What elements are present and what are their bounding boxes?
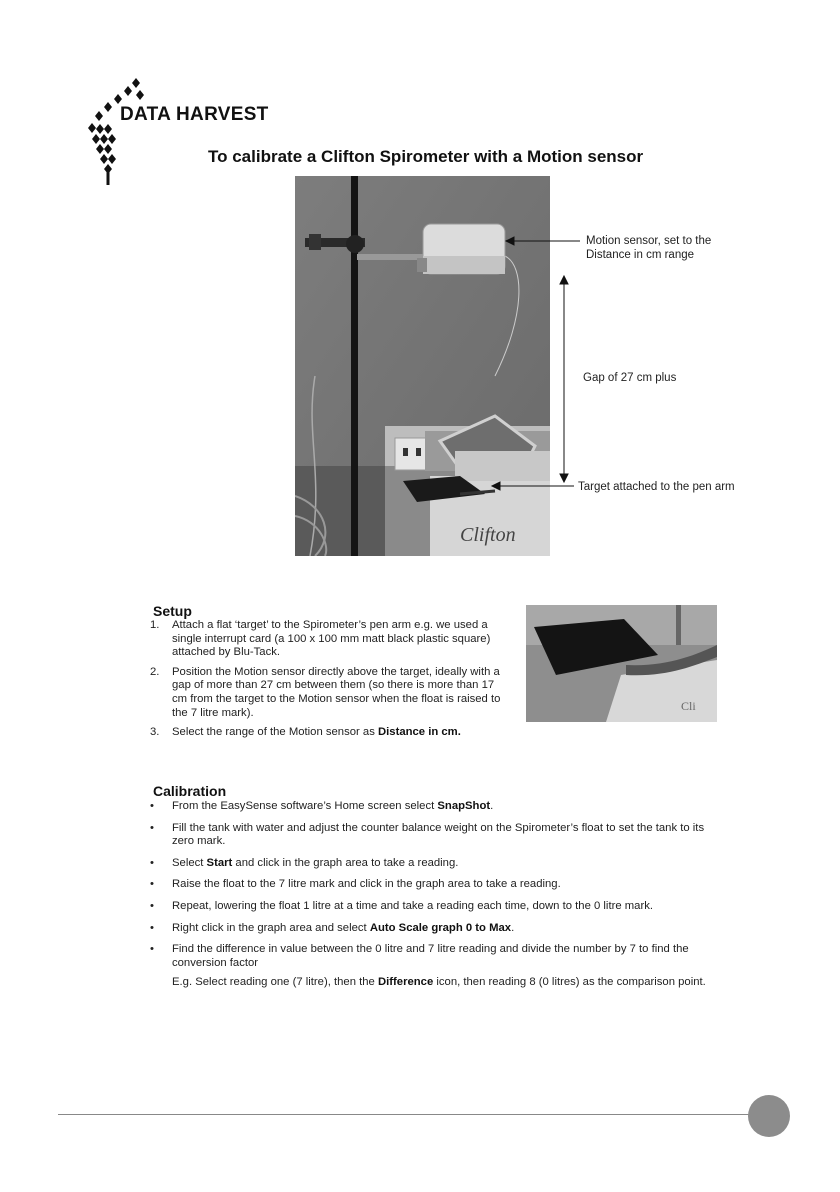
bullet: • [150,856,154,869]
item-post: . [490,800,494,812]
page-number-badge [748,1095,790,1137]
callout-motion-sensor [586,234,711,262]
calibration-item [150,857,725,871]
item-text: Find the difference in value between the 0 litre and 7 litre reading and divide the number by 7 to find the conversion factor [172,943,689,969]
footer-rule [58,1114,750,1115]
clifton-label: Clifton [460,524,516,546]
calibration-item [150,943,725,990]
calibration-steps [150,800,725,998]
calibration-heading: Calibration [153,783,227,799]
item-text: From the EasySense software’s Home screen select [172,800,438,812]
step-text: Attach a flat ‘target’ to the Spirometer’s pen arm e.g. we used a single interrupt card (a 100 x 100 mm matt black plastic square) attached by Blu-Tack. [172,619,491,659]
note-post: icon, then reading 8 (0 litres) as the comparison point. [433,976,706,989]
bullet: • [150,921,154,934]
calibration-item [150,822,725,849]
calibration-item [150,878,725,892]
data-harvest-logo [88,78,303,186]
calibration-item [150,900,725,914]
callout-gap: Gap of 27 cm plus [583,372,677,384]
page-title: To calibrate a Clifton Spirometer with a Motion sensor [208,147,644,166]
step-number: 2. [150,665,160,678]
item-bold: SnapShot [437,800,491,812]
setup-steps [150,619,512,746]
item-bold: Start [206,856,233,869]
setup-step [150,619,512,660]
calibration-example-note [172,976,725,990]
callout-motion-sensor-line1: Motion sensor, set to the [586,235,712,247]
item-text: Select [172,856,207,869]
bullet: • [150,821,154,834]
step-text: Position the Motion sensor directly above the target, ideally with a gap of more than 27 cm between them (so there is more than 17 cm from the target to the Motion sensor when the float is raised to the 7 litre mark). [172,665,501,719]
brand-name: DATA HARVEST [120,104,269,125]
bullet: • [150,800,154,812]
note-text: E.g. Select reading one (7 litre), then the [172,976,378,989]
bullet: • [150,943,154,956]
spirometer-setup-photo [295,176,550,556]
svg-text:Cli: Cli [681,699,696,713]
setup-step [150,726,512,740]
item-text: Raise the float to the 7 litre mark and click in the graph area to take a reading. [172,878,561,891]
target-closeup-photo [526,605,717,722]
bullet: • [150,878,154,891]
calibration-item [150,800,725,814]
callout-target: Target attached to the pen arm [578,481,735,493]
bullet: • [150,899,154,912]
step-text: Select the range of the Motion sensor as [172,726,378,739]
item-text: Right click in the graph area and select [172,921,370,934]
step-number: 1. [150,619,160,631]
note-bold: Difference [377,976,434,989]
setup-step [150,666,512,720]
item-text: Repeat, lowering the float 1 litre at a time and take a reading each time, down to the 0 litre mark. [172,899,654,912]
calibration-item [150,922,725,936]
item-post: and click in the graph area to take a reading. [232,856,459,869]
step-bold: Distance in cm. [377,726,461,739]
item-bold: Auto Scale graph 0 to Max [369,921,512,934]
item-text: Fill the tank with water and adjust the counter balance weight on the Spirometer’s float to set the tank to its zero mark. [172,821,705,848]
callout-motion-sensor-line2: Distance in cm range [586,249,695,261]
setup-heading: Setup [153,603,192,619]
step-number: 3. [150,726,160,739]
item-post: . [511,921,515,934]
